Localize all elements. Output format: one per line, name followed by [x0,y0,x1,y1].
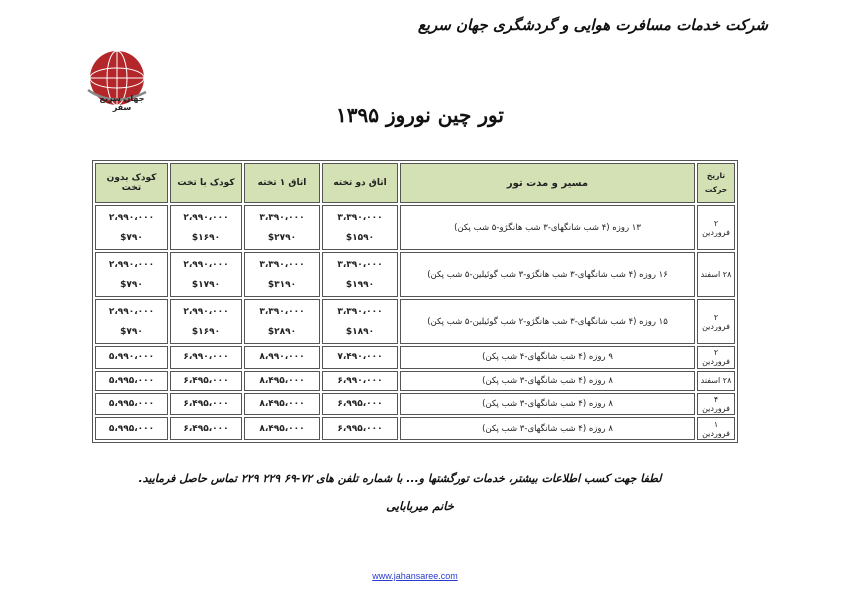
cell-child-nobed: ۲،۹۹۰،۰۰۰ $۷۹۰ [95,299,168,344]
table-row [95,346,735,369]
cell-route: ۱۶ روزه (۴ شب شانگهای-۳ شب هانگژو-۳ شب گوئیلین-۵ شب پکن) [400,252,695,297]
header-single: اتاق ۱ تخته [244,163,320,203]
cell-child-nobed: ۵،۹۹۰،۰۰۰ [95,346,168,369]
header-double: اتاق دو تخته [322,163,398,203]
cell-single: ۸،۴۹۵،۰۰۰ [244,393,320,416]
tour-table [92,160,738,443]
cell-child-bed: ۶،۴۹۵،۰۰۰ [170,371,242,391]
cell-single: ۳،۳۹۰،۰۰۰ $۲۸۹۰ [244,299,320,344]
table-row [95,205,735,250]
logo-text: جهان سریع سفر [99,94,145,112]
header-route: مسیر و مدت تور [400,163,695,203]
cell-route: ۸ روزه (۴ شب شانگهای-۳ شب پکن) [400,371,695,391]
header-date: تاریخ حرکت [697,163,735,203]
cell-child-nobed: ۵،۹۹۵،۰۰۰ [95,417,168,440]
cell-double: ۳،۳۹۰،۰۰۰ $۱۹۹۰ [322,252,398,297]
cell-child-bed: ۲،۹۹۰،۰۰۰ $۱۶۹۰ [170,299,242,344]
table-row [95,417,735,440]
website-link[interactable]: www.jahansaree.com [372,571,458,581]
cell-date: ۲ فروردین [697,346,735,369]
cell-double: ۶،۹۹۵،۰۰۰ [322,417,398,440]
cell-single: ۸،۴۹۵،۰۰۰ [244,371,320,391]
cell-single: ۸،۹۹۰،۰۰۰ [244,346,320,369]
cell-child-bed: ۶،۴۹۵،۰۰۰ [170,417,242,440]
cell-child-nobed: ۲،۹۹۰،۰۰۰ $۷۹۰ [95,252,168,297]
cell-date: ۱ فروردین [697,417,735,440]
cell-double: ۶،۹۹۰،۰۰۰ [322,371,398,391]
cell-single: ۳،۳۹۰،۰۰۰ $۳۱۹۰ [244,252,320,297]
page-title: تور چین نوروز ۱۳۹۵ [336,103,504,127]
cell-child-bed: ۶،۹۹۰،۰۰۰ [170,346,242,369]
table-row [95,299,735,344]
cell-child-bed: ۶،۴۹۵،۰۰۰ [170,393,242,416]
cell-date: ۲ فروردین [697,299,735,344]
header-child-bed: کودک با تخت [170,163,242,203]
cell-date: ۴ فروردین [697,393,735,416]
contact-name: خانم میربابایی [386,499,454,513]
cell-route: ۱۳ روزه (۴ شب شانگهای-۳ شب هانگژو-۵ شب پکن) [400,205,695,250]
cell-double: ۷،۴۹۰،۰۰۰ [322,346,398,369]
cell-date: ۲ فروردین [697,205,735,250]
cell-child-bed: ۲،۹۹۰،۰۰۰ $۱۶۹۰ [170,205,242,250]
cell-date: ۲۸ اسفند [697,252,735,297]
cell-route: ۸ روزه (۴ شب شانگهای-۳ شب پکن) [400,417,695,440]
cell-child-nobed: ۵،۹۹۵،۰۰۰ [95,393,168,416]
footer-info: لطفا جهت کسب اطلاعات بیشتر، خدمات تورگشتها و... با شماره تلفن های ۷۲-۶۹ ۲۲۹ ۲۲۹ تماس حاصل فرمایید. [138,472,662,485]
cell-route: ۱۵ روزه (۴ شب شانگهای-۳ شب هانگژو-۲ شب گوئیلین-۵ شب پکن) [400,299,695,344]
header-child-nobed: کودک بدون تخت [95,163,168,203]
tour-table-container [92,160,732,443]
cell-single: ۸،۴۹۵،۰۰۰ [244,417,320,440]
table-row [95,393,735,416]
cell-child-bed: ۲،۹۹۰،۰۰۰ $۱۷۹۰ [170,252,242,297]
cell-route: ۹ روزه (۴ شب شانگهای-۴ شب پکن) [400,346,695,369]
cell-date: ۲۸ اسفند [697,371,735,391]
table-row [95,371,735,391]
table-row [95,252,735,297]
cell-single: ۳،۳۹۰،۰۰۰ $۲۷۹۰ [244,205,320,250]
company-name: شرکت خدمات مسافرت هوایی و گردشگری جهان سریع [417,16,768,34]
cell-child-nobed: ۵،۹۹۵،۰۰۰ [95,371,168,391]
cell-child-nobed: ۲،۹۹۰،۰۰۰ $۷۹۰ [95,205,168,250]
cell-route: ۸ روزه (۴ شب شانگهای-۳ شب پکن) [400,393,695,416]
cell-double: ۳،۳۹۰،۰۰۰ $۱۸۹۰ [322,299,398,344]
cell-double: ۳،۳۹۰،۰۰۰ $۱۵۹۰ [322,205,398,250]
cell-double: ۶،۹۹۵،۰۰۰ [322,393,398,416]
